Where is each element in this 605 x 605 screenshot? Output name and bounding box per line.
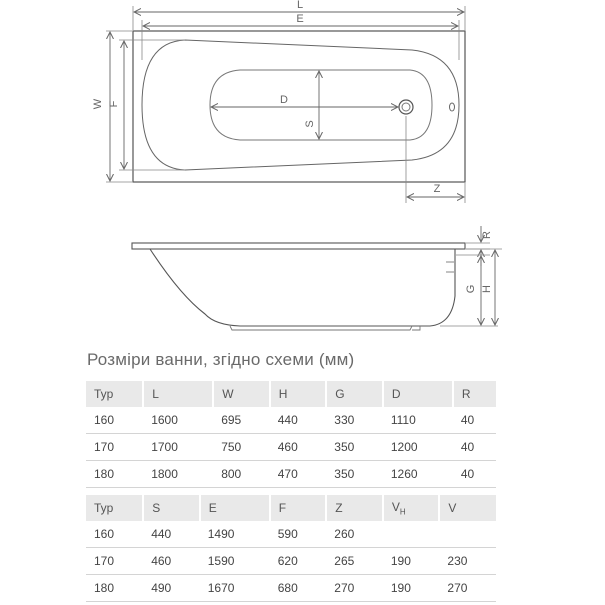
- dim-label-s: S: [304, 120, 316, 128]
- table-cell: 1800: [143, 461, 213, 488]
- table-cell: 1490: [200, 521, 270, 548]
- header-cell: E: [200, 495, 270, 521]
- table-cell: 460: [143, 548, 200, 575]
- overflow-icon: [450, 103, 455, 111]
- tub-inner-edge: [142, 40, 459, 170]
- header-cell: S: [143, 495, 200, 521]
- tub-body-profile: [150, 249, 455, 326]
- table-cell: [383, 521, 440, 548]
- dim-label-e: E: [296, 13, 304, 25]
- dimensions-table-1: [86, 381, 496, 488]
- tub-rim-profile: [132, 243, 465, 249]
- table-cell: 190: [383, 575, 440, 602]
- dim-label-h: H: [481, 285, 493, 293]
- table-cell: 490: [143, 575, 200, 602]
- table-row: [86, 575, 496, 602]
- table-cell: 1600: [143, 407, 213, 434]
- table-cell: 1110: [383, 407, 453, 434]
- dim-label-l: L: [296, 0, 304, 11]
- table-cell: 170: [86, 548, 143, 575]
- table-cell: 800: [213, 461, 270, 488]
- drain-icon: [399, 100, 413, 114]
- header-cell: W: [213, 381, 270, 407]
- table-cell: 40: [453, 434, 496, 461]
- header-cell: L: [143, 381, 213, 407]
- table-row: [86, 548, 496, 575]
- table-cell: 1200: [383, 434, 453, 461]
- table-row: [86, 461, 496, 488]
- table-cell: 460: [270, 434, 327, 461]
- table-cell: 180: [86, 461, 143, 488]
- table-cell: 270: [439, 575, 496, 602]
- table-cell: 750: [213, 434, 270, 461]
- table-cell: 1670: [200, 575, 270, 602]
- header-cell: R: [453, 381, 496, 407]
- table-cell: 40: [453, 461, 496, 488]
- table-cell: 160: [86, 407, 143, 434]
- header-cell-vh: [383, 495, 440, 521]
- tub-feet-profile: [230, 326, 420, 330]
- table-cell: 440: [270, 407, 327, 434]
- table-cell: 160: [86, 521, 143, 548]
- header-cell: G: [326, 381, 383, 407]
- top-view: [92, 0, 465, 203]
- dim-label-z: Z: [433, 183, 441, 195]
- table-row: [86, 407, 496, 434]
- dim-label-g: G: [465, 284, 477, 294]
- header-vh-main: V: [391, 499, 400, 514]
- table-cell: 1260: [383, 461, 453, 488]
- side-view: [132, 226, 502, 330]
- header-vh-subscript: H: [399, 507, 406, 517]
- table-cell: 680: [270, 575, 327, 602]
- table-cell: 440: [143, 521, 200, 548]
- table-cell: 260: [326, 521, 383, 548]
- table-cell: 180: [86, 575, 143, 602]
- table-cell: 1590: [200, 548, 270, 575]
- table-cell: 170: [86, 434, 143, 461]
- header-cell: H: [270, 381, 327, 407]
- table-cell: 470: [270, 461, 327, 488]
- header-cell: Typ: [86, 495, 143, 521]
- table-cell: 695: [213, 407, 270, 434]
- header-cell: F: [270, 495, 327, 521]
- dimensions-table-2: [86, 495, 496, 602]
- table-header-row: [86, 381, 496, 407]
- table-row: [86, 434, 496, 461]
- dim-label-r: R: [481, 231, 493, 239]
- dim-label-f: F: [108, 100, 120, 108]
- dimensions-title: Розміри ванни, згідно схеми (мм): [87, 350, 355, 369]
- table-row: [86, 521, 496, 548]
- table-cell: 350: [326, 461, 383, 488]
- table-cell: 350: [326, 434, 383, 461]
- table-cell: 190: [383, 548, 440, 575]
- table-cell: 590: [270, 521, 327, 548]
- table-cell: 265: [326, 548, 383, 575]
- header-cell: Z: [326, 495, 383, 521]
- dim-label-d: D: [280, 94, 288, 106]
- table-cell: [439, 521, 496, 548]
- header-cell: Typ: [86, 381, 143, 407]
- table-cell: 230: [439, 548, 496, 575]
- table-cell: 270: [326, 575, 383, 602]
- dim-label-w: W: [92, 98, 104, 110]
- header-cell: V: [439, 495, 496, 521]
- table-cell: 330: [326, 407, 383, 434]
- header-cell: D: [383, 381, 453, 407]
- table-cell: 1700: [143, 434, 213, 461]
- table-header-row: [86, 495, 496, 521]
- table-cell: 620: [270, 548, 327, 575]
- table-cell: 40: [453, 407, 496, 434]
